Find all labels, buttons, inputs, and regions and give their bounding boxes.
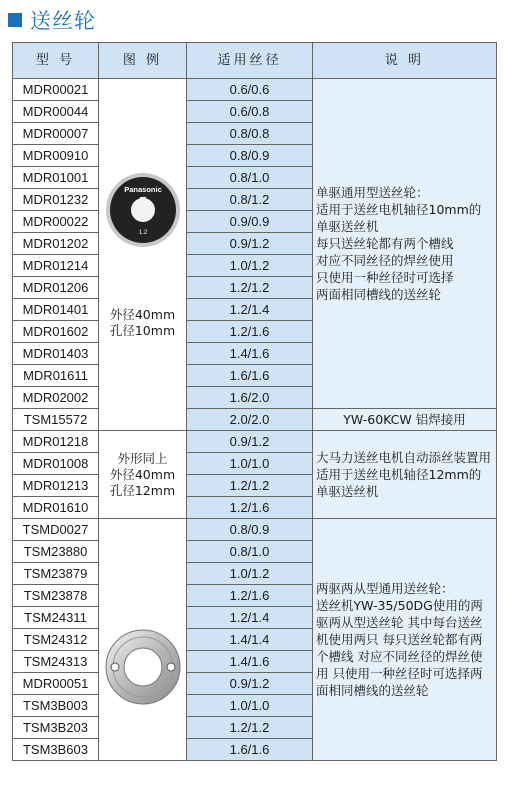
model-cell: MDR00051	[13, 673, 99, 695]
wire-diameter-cell: 1.6/1.6	[187, 365, 313, 387]
model-cell: MDR01202	[13, 233, 99, 255]
wire-diameter-cell: 2.0/2.0	[187, 409, 313, 431]
feed-roller-table	[12, 42, 497, 761]
model-cell: TSM15572	[13, 409, 99, 431]
wire-diameter-cell: 1.0/1.2	[187, 255, 313, 277]
model-cell: TSM3B203	[13, 717, 99, 739]
wire-diameter-cell: 1.2/1.2	[187, 475, 313, 497]
model-cell: TSM24311	[13, 607, 99, 629]
description-text: 大马力送丝电机自动添丝装置用适用于送丝电机轴径12mm的单驱送丝机	[316, 450, 492, 499]
header-desc: 说 明	[313, 43, 497, 79]
wire-diameter-cell: 1.2/1.6	[187, 497, 313, 519]
wire-diameter-cell: 1.0/1.0	[187, 453, 313, 475]
table-row	[13, 79, 497, 101]
wire-diameter-cell: 1.4/1.4	[187, 629, 313, 651]
wire-diameter-cell: 0.8/0.9	[187, 145, 313, 167]
wire-diameter-cell: 0.9/1.2	[187, 233, 313, 255]
wire-diameter-cell: 1.2/1.4	[187, 299, 313, 321]
model-cell: MDR00044	[13, 101, 99, 123]
roller-size-mark: 1.2	[138, 229, 147, 236]
page-title-text: 送丝轮	[30, 9, 96, 33]
wire-diameter-cell: 0.8/0.8	[187, 123, 313, 145]
header-figure: 图 例	[99, 43, 187, 79]
model-cell: MDR01602	[13, 321, 99, 343]
wire-diameter-cell: 0.9/1.2	[187, 673, 313, 695]
description-cell: YW-60KCW 铝焊接用	[313, 409, 497, 431]
model-cell: MDR01401	[13, 299, 99, 321]
wire-diameter-cell: 0.8/0.9	[187, 519, 313, 541]
figure-cell	[99, 519, 187, 761]
table-header-row	[13, 43, 497, 79]
model-cell: TSM23878	[13, 585, 99, 607]
header-wire: 适用丝径	[187, 43, 313, 79]
wire-diameter-cell: 1.0/1.2	[187, 563, 313, 585]
model-cell: MDR01213	[13, 475, 99, 497]
model-cell: MDR01214	[13, 255, 99, 277]
model-cell: MDR01008	[13, 453, 99, 475]
description-text: 两驱两从型通用送丝轮： 送丝机YW-35/50DG使用的两驱两从型送丝轮 其中每台送丝机使用两只 每只送丝轮都有两个槽线 对应不同丝径的焊丝使用 只使用一种丝径时可选择两面相同槽线的送丝轮	[316, 581, 483, 698]
feed-roller-panasonic-icon	[104, 171, 182, 249]
model-cell: MDR00910	[13, 145, 99, 167]
figure-caption: 外径40mm 孔径10mm	[109, 306, 176, 338]
wire-diameter-cell: 1.6/2.0	[187, 387, 313, 409]
wire-diameter-cell: 0.6/0.8	[187, 101, 313, 123]
wire-diameter-cell: 0.8/1.2	[187, 189, 313, 211]
model-cell: MDR00007	[13, 123, 99, 145]
wire-diameter-cell: 1.2/1.6	[187, 321, 313, 343]
model-cell: TSM3B603	[13, 739, 99, 761]
wire-diameter-cell: 1.2/1.4	[187, 607, 313, 629]
model-cell: TSM23879	[13, 563, 99, 585]
model-cell: MDR00022	[13, 211, 99, 233]
description-cell	[313, 431, 497, 519]
wire-diameter-cell: 0.9/0.9	[187, 211, 313, 233]
description-cell	[313, 519, 497, 761]
model-cell: TSMD0027	[13, 519, 99, 541]
wire-diameter-cell: 1.4/1.6	[187, 343, 313, 365]
description-cell	[313, 79, 497, 409]
panasonic-logo-text: Panasonic	[123, 184, 162, 194]
figure-caption: 外形同上 外径40mm 孔径12mm	[109, 450, 176, 498]
model-cell: TSM24312	[13, 629, 99, 651]
model-cell: MDR01218	[13, 431, 99, 453]
wire-diameter-cell: 0.6/0.6	[187, 79, 313, 101]
wire-diameter-cell: 1.2/1.6	[187, 585, 313, 607]
wire-diameter-cell: 1.0/1.0	[187, 695, 313, 717]
model-cell: MDR01232	[13, 189, 99, 211]
model-cell: MDR00021	[13, 79, 99, 101]
title-square-icon	[8, 13, 22, 27]
model-cell: TSM3B003	[13, 695, 99, 717]
model-cell: MDR01610	[13, 497, 99, 519]
model-cell: MDR01403	[13, 343, 99, 365]
wire-diameter-cell: 1.2/1.2	[187, 277, 313, 299]
table-row	[13, 409, 497, 431]
wire-diameter-cell: 0.8/1.0	[187, 167, 313, 189]
figure-cell	[99, 431, 187, 519]
page-title	[8, 6, 96, 34]
figure-cell	[99, 79, 187, 431]
wire-diameter-cell: 0.8/1.0	[187, 541, 313, 563]
description-text: 单驱通用型送丝轮： 适用于送丝电机轴径10mm的单驱送丝机 每只送丝轮都有两个槽线 对应不同丝径的焊丝使用 只使用一种丝径时可选择 两面相同槽线的送丝轮	[316, 185, 482, 302]
wire-diameter-cell: 1.6/1.6	[187, 739, 313, 761]
header-model: 型 号	[13, 43, 99, 79]
wire-diameter-cell: 1.4/1.6	[187, 651, 313, 673]
model-cell: MDR02002	[13, 387, 99, 409]
table-row	[13, 431, 497, 453]
model-cell: MDR01611	[13, 365, 99, 387]
model-cell: TSM24313	[13, 651, 99, 673]
table-body	[13, 79, 497, 761]
model-cell: TSM23880	[13, 541, 99, 563]
model-cell: MDR01206	[13, 277, 99, 299]
model-cell: MDR01001	[13, 167, 99, 189]
table-row	[13, 519, 497, 541]
wire-diameter-cell: 1.2/1.2	[187, 717, 313, 739]
feed-roller-metal-icon	[103, 627, 183, 707]
wire-diameter-cell: 0.9/1.2	[187, 431, 313, 453]
